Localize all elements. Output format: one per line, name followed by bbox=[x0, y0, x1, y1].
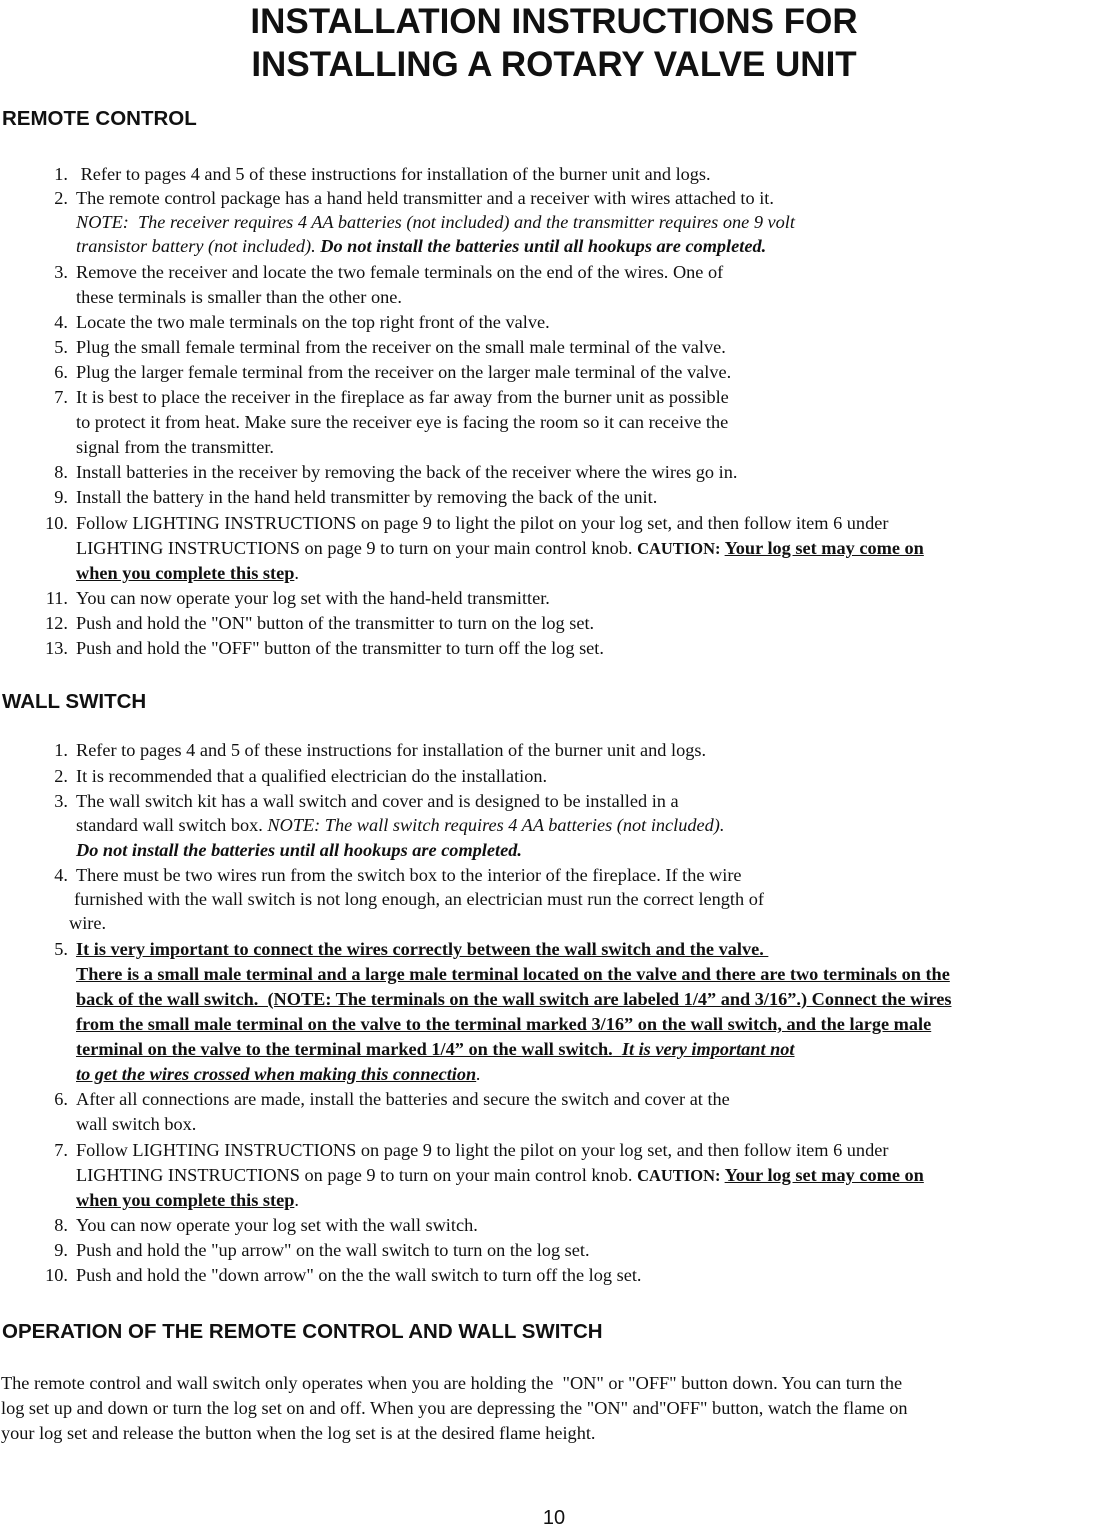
list-item-text: It is recommended that a qualified electrician do the installation. bbox=[76, 766, 548, 786]
list-item-text: these terminals is smaller than the other one. bbox=[76, 287, 402, 307]
caution-label: CAUTION: bbox=[637, 1166, 725, 1185]
list-item-text: It is best to place the receiver in the fireplace as far away from the burner unit as possible bbox=[76, 387, 729, 407]
list-item-text: Plug the small female terminal from the receiver on the small male terminal of the valve. bbox=[76, 337, 726, 357]
caution-text: Your log set may come on bbox=[724, 1165, 924, 1185]
paragraph-line: your log set and release the button when the log set is at the desired flame height. bbox=[1, 1423, 596, 1443]
list-item-text: The wall switch kit has a wall switch and cover and is designed to be installed in a bbox=[76, 791, 679, 811]
list-item-text: signal from the transmitter. bbox=[76, 437, 275, 457]
list-number: 1. bbox=[54, 740, 68, 760]
list-number: 3. bbox=[54, 791, 68, 811]
list-item-text: You can now operate your log set with the hand-held transmitter. bbox=[76, 588, 550, 608]
list-item-text: wire. bbox=[69, 913, 107, 933]
list-item-text bbox=[76, 1188, 299, 1212]
list-item-text-part: standard wall switch box. bbox=[76, 815, 268, 835]
list-item-text bbox=[76, 561, 299, 585]
caution-text: when you complete this step bbox=[76, 563, 295, 583]
important-text bbox=[76, 1062, 481, 1086]
list-number: 2. bbox=[54, 188, 68, 208]
list-number: 10. bbox=[45, 513, 68, 533]
list-number: 4. bbox=[54, 312, 68, 332]
list-item-text: Follow LIGHTING INSTRUCTIONS on page 9 to light the pilot on your log set, and then follow item 6 under bbox=[76, 513, 889, 533]
list-item-text: Push and hold the "OFF" button of the transmitter to turn off the log set. bbox=[76, 638, 604, 658]
caution-text: when you complete this step bbox=[76, 1190, 295, 1210]
list-item-text: to protect it from heat. Make sure the receiver eye is facing the room so it can receive the bbox=[76, 412, 729, 432]
title-line-1: INSTALLATION INSTRUCTIONS FOR bbox=[250, 2, 858, 41]
important-italic: It is very important not bbox=[621, 1039, 795, 1059]
list-item-text: Refer to pages 4 and 5 of these instructions for installation of the burner unit and logs. bbox=[76, 164, 711, 184]
title-line-2: INSTALLING A ROTARY VALVE UNIT bbox=[251, 45, 857, 84]
list-number: 1. bbox=[54, 164, 68, 184]
section-heading-remote-control: REMOTE CONTROL bbox=[2, 107, 197, 130]
list-number: 11. bbox=[45, 588, 68, 608]
note-italic: transistor battery (not included). bbox=[76, 236, 321, 256]
list-number: 9. bbox=[54, 1240, 68, 1260]
list-number: 5. bbox=[54, 939, 68, 959]
list-number: 7. bbox=[54, 1140, 68, 1160]
list-item-text: Remove the receiver and locate the two female terminals on the end of the wires. One of bbox=[76, 262, 724, 282]
list-item-text bbox=[76, 813, 724, 837]
important-text bbox=[76, 1037, 795, 1061]
list-item-text bbox=[76, 1163, 924, 1188]
important-text-part: terminal on the valve to the terminal marked 1/4” on the wall switch. bbox=[76, 1039, 613, 1059]
list-item-text-part: LIGHTING INSTRUCTIONS on page 9 to turn on your main control knob. bbox=[76, 538, 638, 558]
note-text: NOTE: The receiver requires 4 AA batteries (not included) and the transmitter requires one 9 volt bbox=[76, 212, 795, 232]
list-item-text: furnished with the wall switch is not long enough, an electrician must run the correct length of bbox=[74, 889, 764, 909]
caution-text: Your log set may come on bbox=[724, 538, 924, 558]
important-text: It is very important to connect the wires correctly between the wall switch and the valve. bbox=[76, 939, 769, 959]
punctuation: . bbox=[294, 1190, 299, 1210]
list-number: 13. bbox=[45, 638, 68, 658]
list-number: 7. bbox=[54, 387, 68, 407]
warning-text: Do not install the batteries until all hookups are completed. bbox=[76, 840, 522, 860]
page-title bbox=[0, 0, 1108, 86]
note-text bbox=[76, 234, 766, 258]
list-item-text: There must be two wires run from the switch box to the interior of the fireplace. If the wire bbox=[76, 865, 742, 885]
list-item-text: Install batteries in the receiver by removing the back of the receiver where the wires go in. bbox=[76, 462, 738, 482]
list-item-text: Locate the two male terminals on the top right front of the valve. bbox=[76, 312, 550, 332]
list-item-text: Push and hold the "down arrow" on the the wall switch to turn off the log set. bbox=[76, 1265, 642, 1285]
list-number: 5. bbox=[54, 337, 68, 357]
list-number: 6. bbox=[54, 362, 68, 382]
list-item-text: Install the battery in the hand held transmitter by removing the back of the unit. bbox=[76, 487, 658, 507]
list-number: 8. bbox=[54, 462, 68, 482]
list-number: 10. bbox=[45, 1265, 68, 1285]
list-item-text-part: LIGHTING INSTRUCTIONS on page 9 to turn on your main control knob. bbox=[76, 1165, 638, 1185]
list-number: 3. bbox=[54, 262, 68, 282]
list-item-text: Push and hold the "ON" button of the transmitter to turn on the log set. bbox=[76, 613, 595, 633]
punctuation: . bbox=[294, 563, 299, 583]
list-number: 12. bbox=[45, 613, 68, 633]
list-item-text: The remote control package has a hand held transmitter and a receiver with wires attached to it. bbox=[76, 188, 774, 208]
caution-label: CAUTION: bbox=[637, 539, 725, 558]
paragraph-line: The remote control and wall switch only operates when you are holding the "ON" or "OFF" button down. You can turn the bbox=[1, 1373, 903, 1393]
list-number: 4. bbox=[54, 865, 68, 885]
list-item-text: Plug the larger female terminal from the receiver on the larger male terminal of the valve. bbox=[76, 362, 732, 382]
section-heading-wall-switch: WALL SWITCH bbox=[2, 690, 147, 713]
important-text: back of the wall switch. (NOTE: The terminals on the wall switch are labeled 1/4” and 3/16”.) Connect the wires bbox=[76, 989, 952, 1009]
list-item-text: You can now operate your log set with the wall switch. bbox=[76, 1215, 478, 1235]
important-text: from the small male terminal on the valve to the terminal marked 3/16” on the wall switch, and the large male bbox=[76, 1014, 932, 1034]
page-number: 10 bbox=[542, 1507, 566, 1529]
list-number: 9. bbox=[54, 487, 68, 507]
list-item-text: Push and hold the "up arrow" on the wall switch to turn on the log set. bbox=[76, 1240, 590, 1260]
important-text: There is a small male terminal and a large male terminal located on the valve and there are two terminals on the bbox=[76, 964, 950, 984]
list-item-text bbox=[76, 536, 924, 561]
list-item-text: Refer to pages 4 and 5 of these instructions for installation of the burner unit and logs. bbox=[76, 740, 707, 760]
important-italic: to get the wires crossed when making this connection bbox=[76, 1064, 477, 1084]
note-text: NOTE: The wall switch requires 4 AA batteries (not included). bbox=[267, 815, 725, 835]
section-heading-operation: OPERATION OF THE REMOTE CONTROL AND WALL SWITCH bbox=[2, 1320, 603, 1343]
paragraph-line: log set up and down or turn the log set on and off. When you are depressing the "ON" and"OFF" button, watch the flame on bbox=[1, 1398, 908, 1418]
list-number: 6. bbox=[54, 1089, 68, 1109]
list-item-text: After all connections are made, install the batteries and secure the switch and cover at the bbox=[76, 1089, 730, 1109]
list-item-text: wall switch box. bbox=[76, 1114, 197, 1134]
warning-text: Do not install the batteries until all hookups are completed. bbox=[320, 236, 767, 256]
punctuation: . bbox=[476, 1064, 481, 1084]
list-number: 8. bbox=[54, 1215, 68, 1235]
list-number: 2. bbox=[54, 766, 68, 786]
list-item-text: Follow LIGHTING INSTRUCTIONS on page 9 to light the pilot on your log set, and then follow item 6 under bbox=[76, 1140, 889, 1160]
